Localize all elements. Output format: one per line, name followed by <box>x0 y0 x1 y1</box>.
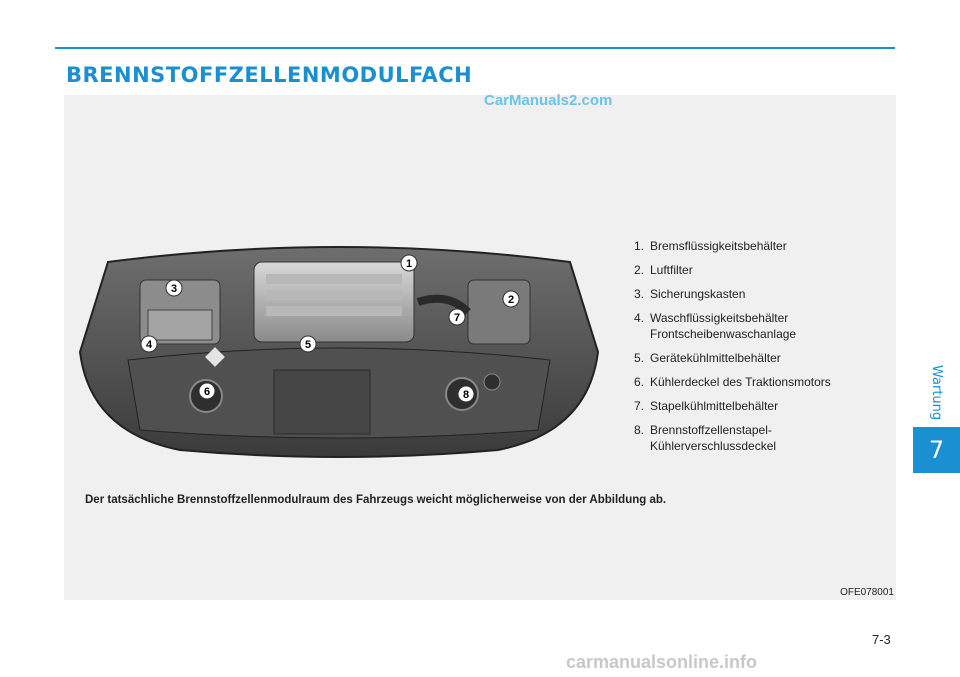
legend-item: 4. Waschflüssigkeitsbehälter Frontscheibenwaschanlage <box>634 311 797 341</box>
callout-5 <box>300 336 316 352</box>
svg-text:1: 1 <box>405 258 413 270</box>
svg-text:8: 8 <box>462 389 470 401</box>
engine-bay-illustration <box>68 232 610 460</box>
legend-item: 2. Luftfilter <box>634 263 693 277</box>
callout-8 <box>458 386 474 402</box>
legend-item: 6. Kühlerdeckel des Traktionsmotors <box>634 375 831 389</box>
figure-caption: Der tatsächliche Brennstoffzellenmodulraum des Fahrzeugs weicht möglicherweise von der Abbildung ab. <box>85 494 667 506</box>
legend-item: 8. Brennstoffzellenstapel- Kühlerverschlussdeckel <box>634 423 777 453</box>
chapter-tab: 7 <box>913 427 960 473</box>
page-number: 7-3 <box>872 632 891 647</box>
legend-item: 7. Stapelkühlmittelbehälter <box>634 399 779 413</box>
svg-text:3: 3 <box>170 283 178 295</box>
section-title: BRENNSTOFFZELLENMODULFACH <box>66 63 473 87</box>
svg-text:7: 7 <box>453 312 461 324</box>
callout-7 <box>449 309 465 325</box>
svg-text:5: 5 <box>304 339 312 351</box>
legend-item: 5. Gerätekühlmittelbehälter <box>634 351 781 365</box>
top-rule <box>55 47 895 49</box>
legend-item: 3. Sicherungskasten <box>634 287 746 301</box>
callout-2 <box>503 291 519 307</box>
chapter-side-label: Wartung <box>929 365 944 421</box>
svg-text:2: 2 <box>507 294 515 306</box>
callout-4 <box>141 336 157 352</box>
callout-6 <box>199 383 215 399</box>
callout-1 <box>401 255 417 271</box>
watermark-bottom: carmanualsonline.info <box>566 652 758 672</box>
svg-text:6: 6 <box>203 386 211 398</box>
component-legend <box>634 238 831 462</box>
svg-text:4: 4 <box>145 339 153 351</box>
figure-code: OFE078001 <box>840 587 894 598</box>
legend-item: 1. Bremsflüssigkeitsbehälter <box>634 239 787 253</box>
watermark-top: CarManuals2.com <box>484 92 613 109</box>
callout-3 <box>166 280 182 296</box>
